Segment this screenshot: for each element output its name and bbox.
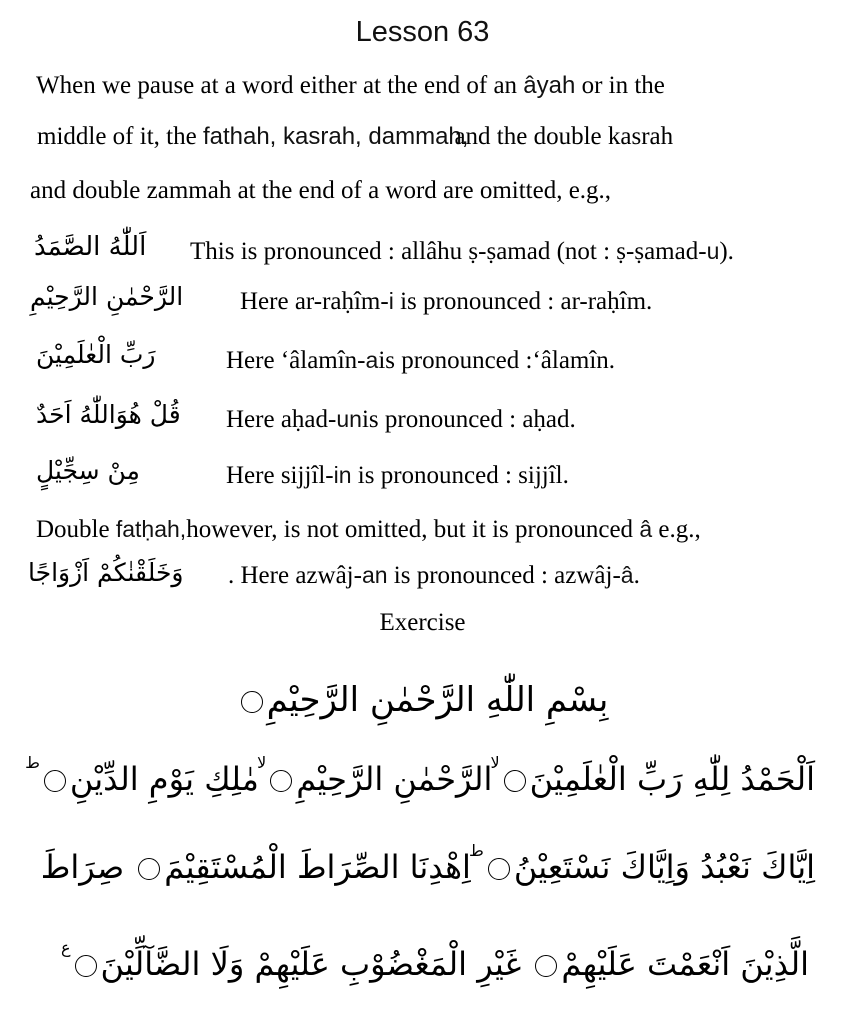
waqf-mark: لا bbox=[257, 753, 267, 772]
intro-text: When we pause at a word either at the end of an bbox=[36, 72, 524, 99]
double-fathah-text-b: however, is not omitted, but it is pronounced bbox=[186, 516, 640, 543]
ayah-text: اَلْحَمْدُ لِلّٰهِ رَبِّ الْعٰلَمِيْنَ bbox=[529, 760, 815, 798]
example-text bbox=[226, 406, 576, 434]
waqf-mark: لا bbox=[490, 753, 500, 772]
basmala: بِسْمِ اللّٰهِ الرَّحْمٰنِ الرَّحِيْمِ bbox=[266, 680, 609, 720]
intro-line-1 bbox=[36, 72, 665, 100]
exercise-line-4 bbox=[29, 938, 809, 983]
exercise-line-2 bbox=[25, 753, 815, 798]
intro-text: and the double kasrah bbox=[454, 123, 674, 150]
exercise-line-3 bbox=[25, 841, 815, 886]
ayah-text: اِيَّاكَ نَعْبُدُ وَاِيَّاكَ نَسْتَعِيْنُ bbox=[513, 848, 815, 886]
ayah-text: مٰلِكِ يَوْمِ الدِّيْنِ bbox=[69, 760, 259, 798]
example-text bbox=[226, 347, 615, 375]
example-suffix: u bbox=[706, 238, 720, 264]
ayah-end-circle bbox=[270, 770, 292, 792]
azwaj-text bbox=[228, 562, 640, 590]
example-text bbox=[226, 462, 569, 490]
intro-line-3: and double zammah at the end of a word are omitted, e.g., bbox=[30, 177, 612, 204]
ayah-end-circle bbox=[138, 858, 160, 880]
term-a: â bbox=[639, 516, 653, 542]
example-arabic: مِنْ سِجِّيْلٍ bbox=[36, 456, 140, 485]
azwaj-suffix-2: â bbox=[620, 562, 634, 588]
example-suffix: i bbox=[388, 288, 394, 314]
example-text-a: This is pronounced : allâhu ṣ-ṣamad (not : ṣ-ṣamad- bbox=[190, 238, 707, 265]
azwaj-text-a: . Here azwâj- bbox=[228, 562, 362, 589]
waqf-mark: ط bbox=[25, 753, 40, 772]
intro-text: middle of it, the bbox=[37, 123, 203, 150]
ayah-end-circle bbox=[504, 770, 526, 792]
example-text-b: is pronounced : ar-raḥîm. bbox=[393, 288, 653, 315]
example-text-a: Here sijjîl- bbox=[226, 462, 334, 489]
exercise-line-1 bbox=[0, 680, 845, 720]
example-text-b: is pronounced :‘âlamîn. bbox=[378, 347, 616, 374]
azwaj-text-b: is pronounced : azwâj- bbox=[387, 562, 621, 589]
ayah-text: الرَّحْمٰنِ الرَّحِيْمِ bbox=[296, 760, 493, 798]
ayah-end-circle bbox=[241, 691, 263, 713]
example-text-a: Here ‘âlamîn- bbox=[226, 347, 366, 374]
ayah-end-circle bbox=[535, 955, 557, 977]
example-text bbox=[240, 288, 652, 316]
example-suffix: a bbox=[365, 347, 379, 373]
azwaj-arabic: وَخَلَقْنٰكُمْ اَزْوَاجًا bbox=[28, 558, 184, 587]
example-text-b: is pronounced : aḥad. bbox=[361, 406, 576, 433]
example-text-a: Here aḥad- bbox=[226, 406, 337, 433]
ayah-end-circle bbox=[75, 955, 97, 977]
example-arabic: رَبِّ الْعٰلَمِيْنَ bbox=[36, 340, 156, 369]
ayah-text: غَيْرِ الْمَغْضُوْبِ عَلَيْهِمْ وَلَا الضَّآلِّيْنَ bbox=[100, 945, 522, 983]
ayah-text: صِرَاطَ bbox=[40, 848, 125, 886]
lesson-title: Lesson 63 bbox=[355, 16, 490, 48]
double-fathah-line bbox=[36, 516, 701, 544]
double-fathah-text-a: Double bbox=[36, 516, 116, 543]
example-arabic: اَللّٰهُ الصَّمَدُ bbox=[34, 232, 147, 262]
waqf-mark: ط bbox=[469, 841, 484, 860]
example-suffix: un bbox=[336, 406, 362, 432]
example-arabic: الرَّحْمٰنِ الرَّحِيْمِ bbox=[30, 282, 184, 311]
example-text-b: is pronounced : sijjîl. bbox=[351, 462, 569, 489]
example-text-b: ). bbox=[719, 238, 734, 265]
azwaj-text-c: . bbox=[633, 562, 640, 589]
example-text bbox=[190, 238, 734, 266]
ayah-text: اِهْدِنَا الصِّرَاطَ الْمُسْتَقِيْمَ bbox=[164, 848, 471, 886]
azwaj-suffix: an bbox=[361, 562, 388, 588]
ayah-end-circle bbox=[488, 858, 510, 880]
term-ayah: âyah bbox=[523, 72, 576, 99]
exercise-heading: Exercise bbox=[379, 609, 466, 636]
example-suffix: in bbox=[333, 462, 352, 488]
intro-text: or in the bbox=[575, 72, 665, 99]
term-vowels: fathah, kasrah, dammah, bbox=[202, 123, 469, 150]
ayah-text: الَّذِيْنَ اَنْعَمْتَ عَلَيْهِمْ bbox=[561, 945, 809, 983]
double-fathah-text-c: e.g., bbox=[652, 516, 701, 543]
term-fathah: fatḥah, bbox=[115, 516, 187, 542]
intro-line-2 bbox=[37, 123, 673, 151]
ayah-end-circle bbox=[44, 770, 66, 792]
example-arabic: قُلْ هُوَاللّٰهُ اَحَدٌ bbox=[36, 400, 181, 429]
waqf-mark: ع bbox=[60, 938, 71, 957]
example-text-a: Here ar-raḥîm- bbox=[240, 288, 389, 315]
